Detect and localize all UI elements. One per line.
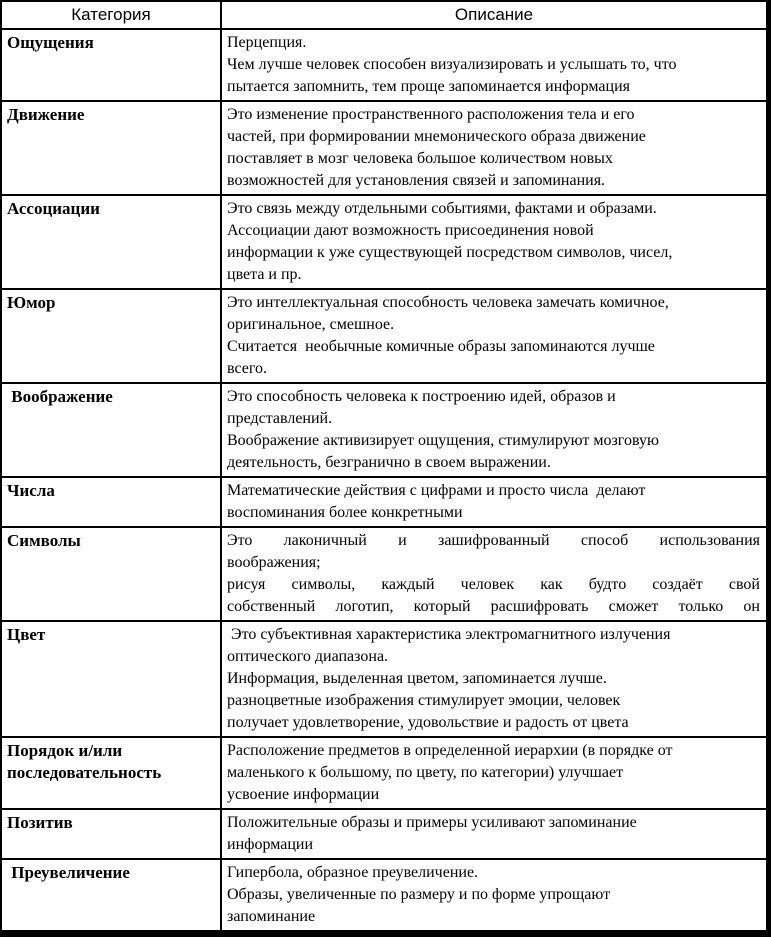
description-line: поставляет в мозг человека большое количеством новых	[227, 150, 613, 167]
description-cell	[221, 195, 769, 289]
category-cell: Воображение	[1, 383, 221, 477]
description-line: Это связь между отдельными событиями, фактами и образами.	[227, 200, 657, 217]
description-line: разноцветные изображения стимулирует эмоции, человек	[227, 692, 621, 709]
description-line: оригинальное, смешное.	[227, 316, 395, 333]
description-line: информации к уже существующей посредством символов, чисел,	[227, 244, 673, 261]
category-cell: Цвет	[1, 621, 221, 737]
table-row	[1, 29, 769, 101]
description-line: Ассоциации дают возможность присоединения новой	[227, 222, 594, 239]
description-line: собственный логотип, который расшифровать сможет только он	[227, 598, 760, 615]
category-cell: Порядок и/или последовательность	[1, 737, 221, 809]
description-cell	[221, 289, 769, 383]
description-line: информации	[227, 836, 314, 853]
description-line: усвоение информации	[227, 786, 380, 803]
table-row	[1, 383, 769, 477]
category-cell: Преувеличение	[1, 859, 221, 934]
description-line: Чем лучше человек способен визуализировать и услышать то, что	[227, 56, 677, 73]
description-line: пытается запомнить, тем проще запоминается информация	[227, 78, 630, 95]
table-row	[1, 527, 769, 621]
column-header-description: Описание	[221, 1, 769, 29]
description-line: деятельность, безгранично в своем выражении.	[227, 454, 551, 471]
description-cell	[221, 527, 769, 621]
description-line: маленького к большому, по цвету, по категории) улучшает	[227, 764, 624, 781]
description-cell	[221, 477, 769, 527]
category-cell: Числа	[1, 477, 221, 527]
description-line: Это лаконичный и зашифрованный способ использования	[227, 532, 760, 549]
description-line: частей, при формировании мнемонического образа движение	[227, 128, 646, 145]
category-cell: Ощущения	[1, 29, 221, 101]
table-header	[1, 1, 769, 29]
description-cell	[221, 737, 769, 809]
description-line: представлений.	[227, 410, 333, 427]
table-row	[1, 101, 769, 195]
description-line: всего.	[227, 360, 268, 377]
description-line: Это изменение пространственного расположения тела и его	[227, 106, 635, 123]
description-cell	[221, 809, 769, 859]
table-body	[1, 29, 769, 934]
table-row	[1, 477, 769, 527]
category-cell: Юмор	[1, 289, 221, 383]
description-line: Перцепция.	[227, 34, 307, 51]
category-cell: Ассоциации	[1, 195, 221, 289]
header-row	[1, 1, 769, 29]
description-line: Гипербола, образное преувеличение.	[227, 864, 479, 881]
description-line: Положительные образы и примеры усиливают запоминание	[227, 814, 637, 831]
category-cell: Символы	[1, 527, 221, 621]
description-cell	[221, 383, 769, 477]
description-line: Образы, увеличенные по размеру и по форме упрощают	[227, 886, 611, 903]
description-cell	[221, 101, 769, 195]
table-row	[1, 737, 769, 809]
description-line: получает удовлетворение, удовольствие и радость от цвета	[227, 714, 629, 731]
description-line: воображения;	[227, 554, 321, 571]
description-line: Математические действия с цифрами и просто числа делают	[227, 482, 646, 499]
description-line: Это способность человека к построению идей, образов и	[227, 388, 616, 405]
description-cell	[221, 621, 769, 737]
column-header-category: Категория	[1, 1, 221, 29]
table-row	[1, 859, 769, 934]
category-cell: Движение	[1, 101, 221, 195]
description-line: запоминание	[227, 908, 316, 925]
table-row	[1, 195, 769, 289]
description-line: Это интеллектуальная способность человека замечать комичное,	[227, 294, 669, 311]
description-line: Информация, выделенная цветом, запоминается лучше.	[227, 670, 607, 687]
description-cell	[221, 29, 769, 101]
description-cell	[221, 859, 769, 934]
description-line: воспоминания более конкретными	[227, 504, 463, 521]
description-line: рисуя символы, каждый человек как будто создаёт свой	[227, 576, 760, 593]
description-line: оптического диапазона.	[227, 648, 389, 665]
table-row	[1, 289, 769, 383]
description-line: Воображение активизирует ощущения, стимулируют мозговую	[227, 432, 659, 449]
description-line: Расположение предметов в определенной иерархии (в порядке от	[227, 742, 673, 759]
description-line: Это субъективная характеристика электромагнитного излучения	[227, 626, 671, 643]
description-line: Считается необычные комичные образы запоминаются лучше	[227, 338, 655, 355]
category-cell: Позитив	[1, 809, 221, 859]
description-line: цвета и пр.	[227, 266, 302, 283]
table-row	[1, 621, 769, 737]
description-line: возможностей для установления связей и запоминания.	[227, 172, 606, 189]
table-row	[1, 809, 769, 859]
